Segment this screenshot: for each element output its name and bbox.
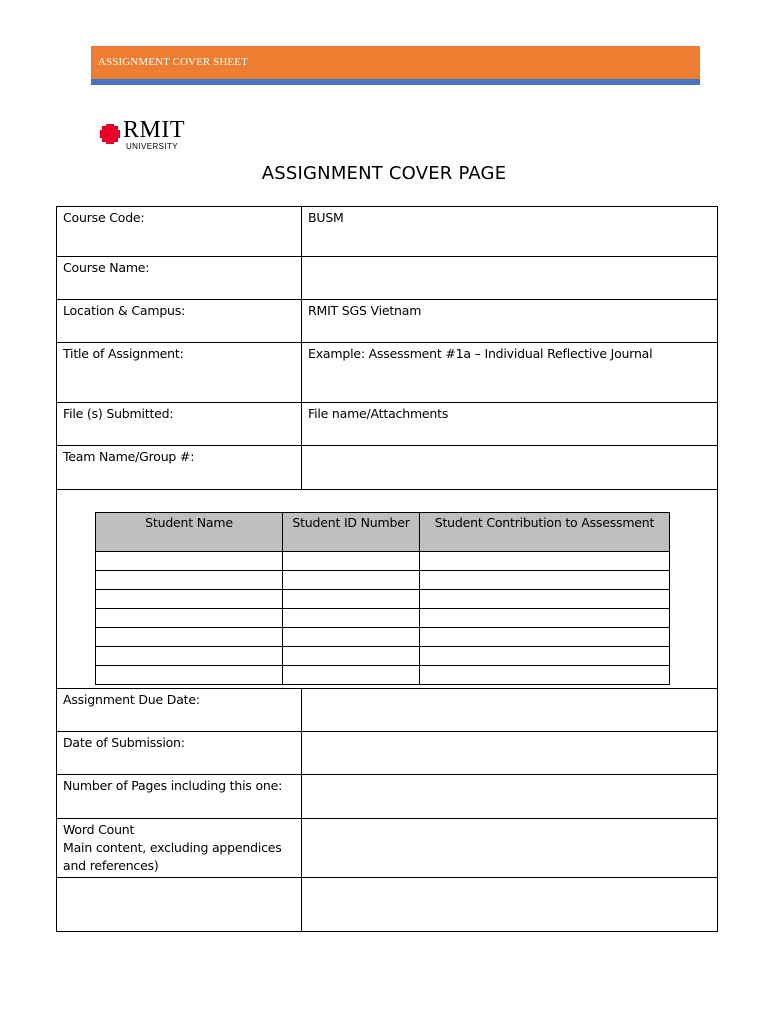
field-label: File (s) Submitted:	[57, 403, 302, 446]
field-label: Location & Campus:	[57, 300, 302, 343]
student-id-cell[interactable]	[283, 628, 420, 647]
student-row	[96, 666, 670, 685]
field-value[interactable]: RMIT SGS Vietnam	[302, 300, 718, 343]
field-label: Date of Submission:	[57, 732, 302, 775]
field-label: Word Count Main content, excluding appendices and references)	[57, 819, 302, 878]
student-row	[96, 590, 670, 609]
student-row	[96, 647, 670, 666]
field-label	[57, 878, 302, 932]
contribution-cell[interactable]	[420, 628, 670, 647]
form-row	[57, 207, 718, 257]
header-rule	[91, 79, 700, 85]
student-name-cell[interactable]	[96, 666, 283, 685]
student-row	[96, 628, 670, 647]
student-name-cell[interactable]	[96, 571, 283, 590]
form-row	[57, 446, 718, 490]
logo-wordmark: RMIT	[123, 117, 185, 143]
field-value[interactable]	[302, 775, 718, 819]
cover-form-table	[56, 206, 718, 932]
page-title: ASSIGNMENT COVER PAGE	[261, 163, 507, 184]
field-label: Team Name/Group #:	[57, 446, 302, 490]
field-value[interactable]: Example: Assessment #1a – Individual Reflective Journal	[302, 343, 718, 403]
form-row	[57, 257, 718, 300]
rmit-logo	[99, 117, 199, 155]
form-row	[57, 689, 718, 732]
student-row	[96, 609, 670, 628]
col-header-contribution: Student Contribution to Assessment	[420, 513, 670, 552]
field-value[interactable]	[302, 819, 718, 878]
field-label: Number of Pages including this one:	[57, 775, 302, 819]
student-name-cell[interactable]	[96, 590, 283, 609]
field-value[interactable]	[302, 732, 718, 775]
contribution-cell[interactable]	[420, 609, 670, 628]
student-id-cell[interactable]	[283, 666, 420, 685]
col-header-student-name: Student Name	[96, 513, 283, 552]
student-id-cell[interactable]	[283, 552, 420, 571]
field-label: Assignment Due Date:	[57, 689, 302, 732]
contribution-cell[interactable]	[420, 590, 670, 609]
field-value[interactable]	[302, 446, 718, 490]
student-id-cell[interactable]	[283, 571, 420, 590]
field-value[interactable]	[302, 257, 718, 300]
logo-subtitle: UNIVERSITY	[126, 142, 179, 151]
contribution-cell[interactable]	[420, 552, 670, 571]
contribution-cell[interactable]	[420, 647, 670, 666]
header-band	[91, 46, 700, 79]
student-name-cell[interactable]	[96, 628, 283, 647]
student-table-container	[57, 490, 718, 689]
field-label: Course Name:	[57, 257, 302, 300]
field-value[interactable]: BUSM	[302, 207, 718, 257]
field-value[interactable]: File name/Attachments	[302, 403, 718, 446]
student-row	[96, 571, 670, 590]
contribution-cell[interactable]	[420, 571, 670, 590]
col-header-student-id: Student ID Number	[283, 513, 420, 552]
form-row	[57, 403, 718, 446]
field-label: Title of Assignment:	[57, 343, 302, 403]
field-value[interactable]	[302, 878, 718, 932]
student-name-cell[interactable]	[96, 647, 283, 666]
field-value[interactable]	[302, 689, 718, 732]
student-name-cell[interactable]	[96, 552, 283, 571]
student-id-cell[interactable]	[283, 609, 420, 628]
form-row	[57, 732, 718, 775]
student-id-cell[interactable]	[283, 590, 420, 609]
student-id-cell[interactable]	[283, 647, 420, 666]
form-row	[57, 343, 718, 403]
form-row	[57, 775, 718, 819]
student-row	[96, 552, 670, 571]
form-row	[57, 300, 718, 343]
rmit-pixel-mark-icon	[99, 123, 121, 145]
student-table	[95, 512, 670, 685]
form-row	[57, 819, 718, 878]
header-text: ASSIGNMENT COVER SHEET	[98, 56, 248, 68]
student-table-row	[57, 490, 718, 689]
contribution-cell[interactable]	[420, 666, 670, 685]
field-label: Course Code:	[57, 207, 302, 257]
form-row	[57, 878, 718, 932]
student-name-cell[interactable]	[96, 609, 283, 628]
